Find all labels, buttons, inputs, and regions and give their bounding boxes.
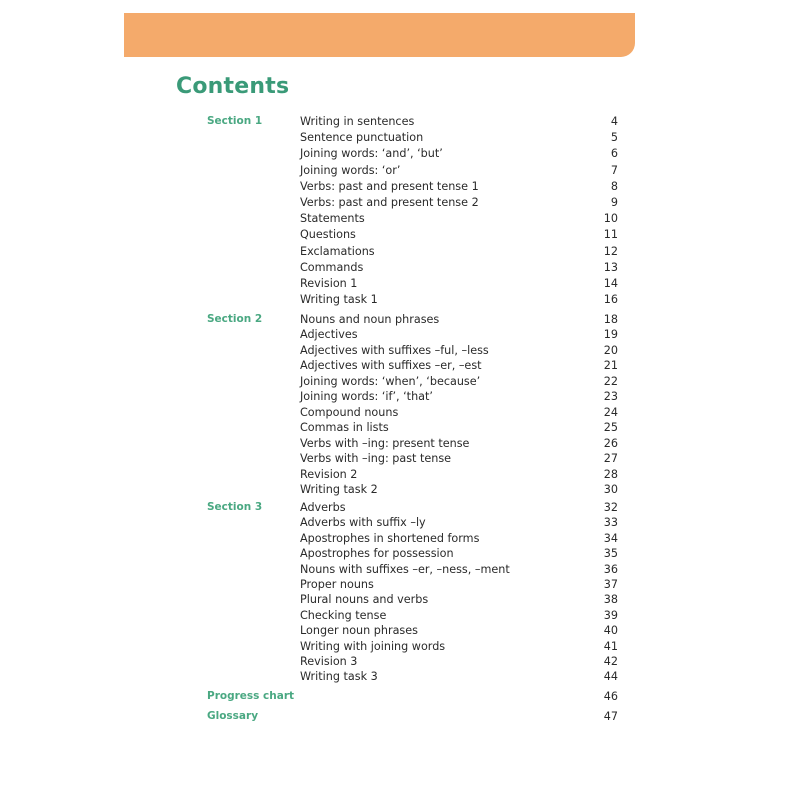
extra-heading: Glossary — [207, 710, 259, 722]
toc-row — [0, 592, 800, 607]
toc-entry-title: Verbs with –ing: present tense — [300, 436, 470, 450]
toc-entry-title: Writing in sentences — [300, 115, 415, 128]
toc-row — [0, 405, 800, 420]
toc-page-number: 23 — [603, 390, 618, 404]
toc-page-number: 5 — [610, 131, 618, 145]
toc-page-number: 32 — [603, 501, 618, 514]
toc-entry-title: Statements — [300, 212, 365, 226]
toc-page-number: 35 — [603, 547, 618, 561]
toc-row — [0, 312, 800, 327]
toc-page-number: 39 — [603, 608, 618, 622]
toc-row — [0, 146, 800, 161]
toc-row — [0, 482, 800, 497]
toc-entry-title: Commas in lists — [300, 421, 389, 435]
toc-row — [0, 467, 800, 482]
toc-entry-title: Apostrophes in shortened forms — [300, 531, 480, 545]
toc-page-number: 44 — [603, 670, 618, 684]
toc-entry-title: Joining words: ‘and’, ‘but’ — [300, 147, 443, 161]
toc-page-number: 19 — [603, 328, 618, 342]
toc-page-number: 38 — [603, 593, 618, 607]
toc-entry-title: Joining words: ‘if’, ‘that’ — [300, 390, 433, 404]
toc-page-number: 24 — [603, 405, 618, 419]
toc-row — [0, 623, 800, 638]
toc-page-number: 9 — [610, 196, 618, 209]
toc-row — [0, 500, 800, 515]
toc-row — [0, 327, 800, 342]
toc-row — [0, 654, 800, 669]
section-heading: Section 3 — [207, 501, 263, 513]
toc-row — [0, 114, 800, 129]
section-heading: Section 1 — [207, 115, 263, 127]
toc-page-number: 7 — [610, 163, 618, 177]
toc-entry-title: Revision 3 — [300, 655, 358, 668]
toc-page-number: 28 — [603, 467, 618, 481]
toc-entry-title: Writing task 3 — [300, 670, 378, 684]
toc-row — [0, 608, 800, 623]
toc-entry-title: Writing task 1 — [300, 293, 378, 307]
toc-entry-title: Revision 2 — [300, 467, 358, 481]
toc-row — [0, 130, 800, 145]
toc-page-number: 22 — [603, 374, 618, 388]
toc-page-number: 27 — [603, 452, 618, 466]
toc-entry-title: Commands — [300, 260, 364, 274]
toc-entry-title: Nouns and noun phrases — [300, 313, 440, 326]
toc-row — [0, 420, 800, 435]
toc-entry-title: Exclamations — [300, 244, 375, 258]
toc-row — [0, 515, 800, 530]
toc-page-number: 40 — [603, 624, 618, 638]
toc-entry-title: Verbs with –ing: past tense — [300, 452, 452, 466]
toc-entry-title: Adjectives — [300, 328, 358, 342]
toc-entry-title: Verbs: past and present tense 2 — [300, 196, 479, 209]
toc-page-number: 30 — [603, 482, 618, 496]
toc-entry-title: Writing task 2 — [300, 482, 378, 496]
toc-row — [0, 436, 800, 451]
toc-row — [0, 577, 800, 592]
toc-row — [0, 244, 800, 259]
page-title: Contents — [176, 74, 290, 99]
toc-entry-title: Adjectives with suffixes –er, –est — [300, 359, 482, 373]
toc-entry-title: Apostrophes for possession — [300, 547, 454, 561]
toc-page-number: 4 — [610, 115, 618, 128]
toc-entry-title: Writing with joining words — [300, 639, 446, 653]
toc-entry-title: Sentence punctuation — [300, 131, 424, 145]
toc-page-number: 34 — [603, 531, 618, 545]
toc-row — [0, 163, 800, 178]
toc-page-number: 13 — [603, 260, 618, 274]
toc-row — [0, 562, 800, 577]
toc-row — [0, 639, 800, 654]
toc-page-number: 8 — [610, 179, 618, 193]
header-banner — [124, 13, 635, 57]
toc-page-number: 46 — [603, 690, 618, 703]
toc-page-number: 21 — [603, 359, 618, 373]
toc-entry-title: Adverbs with suffix –ly — [300, 516, 426, 530]
toc-page-number: 20 — [603, 343, 618, 357]
toc-entry-title: Compound nouns — [300, 405, 399, 419]
toc-page-number: 47 — [603, 710, 618, 723]
toc-page-number: 37 — [603, 578, 618, 591]
toc-row — [0, 343, 800, 358]
toc-row — [0, 546, 800, 561]
toc-page-number: 36 — [603, 562, 618, 576]
toc-page-number: 11 — [603, 228, 618, 242]
toc-entry-title: Revision 1 — [300, 277, 358, 290]
toc-page-number: 25 — [603, 421, 618, 435]
toc-row — [0, 669, 800, 684]
toc-row — [0, 211, 800, 226]
toc-row — [0, 276, 800, 291]
toc-entry-title: Proper nouns — [300, 578, 374, 591]
toc-entry-title: Joining words: ‘when’, ‘because’ — [300, 374, 481, 388]
toc-page-number: 18 — [603, 313, 618, 326]
toc-entry-title: Adverbs — [300, 501, 346, 514]
toc-row — [0, 195, 800, 210]
toc-entry-title: Adjectives with suffixes –ful, –less — [300, 343, 489, 357]
toc-page-number: 26 — [603, 436, 618, 450]
toc-page-number: 12 — [603, 244, 618, 258]
toc-row — [0, 260, 800, 275]
toc-entry-title: Nouns with suffixes –er, –ness, –ment — [300, 562, 510, 576]
toc-page-number: 10 — [603, 212, 618, 226]
toc-row — [0, 358, 800, 373]
toc-row — [0, 374, 800, 389]
toc-page-number: 16 — [603, 293, 618, 307]
toc-page-number: 33 — [603, 516, 618, 530]
section-heading: Section 2 — [207, 313, 263, 325]
toc-page-number: 14 — [603, 277, 618, 290]
toc-entry-title: Longer noun phrases — [300, 624, 418, 638]
toc-entry-title: Questions — [300, 228, 356, 242]
toc-entry-title: Joining words: ‘or’ — [300, 163, 401, 177]
toc-row — [0, 227, 800, 242]
toc-entry-title: Plural nouns and verbs — [300, 593, 429, 607]
toc-row-glossary — [0, 709, 800, 724]
toc-row — [0, 531, 800, 546]
extra-heading: Progress chart — [207, 690, 295, 702]
toc-page-number: 42 — [603, 655, 618, 668]
toc-page-number: 41 — [603, 639, 618, 653]
toc-row — [0, 451, 800, 466]
toc-row — [0, 389, 800, 404]
toc-row-progress-chart — [0, 689, 800, 704]
toc-entry-title: Verbs: past and present tense 1 — [300, 179, 479, 193]
toc-row — [0, 179, 800, 194]
toc-page-number: 6 — [610, 147, 618, 161]
toc-row — [0, 292, 800, 307]
toc-entry-title: Checking tense — [300, 608, 387, 622]
